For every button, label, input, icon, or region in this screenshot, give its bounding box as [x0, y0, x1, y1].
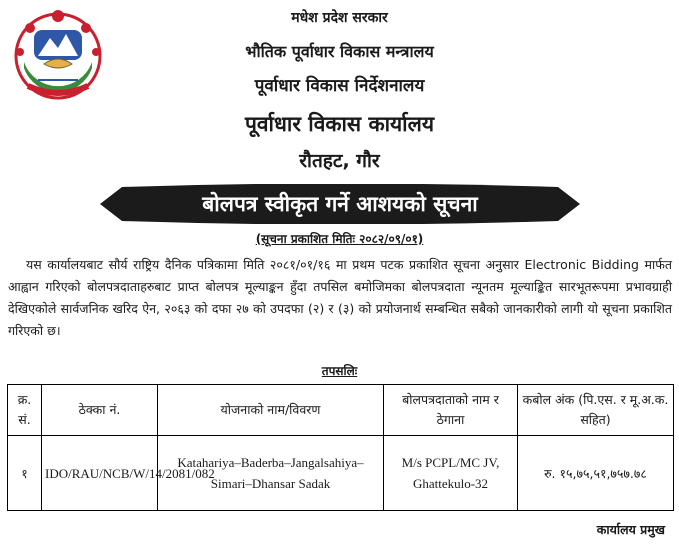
office-name: पूर्वाधार विकास कार्यालय — [244, 112, 435, 136]
table-row — [8, 436, 674, 511]
bidder-text: M/s PCPL/MC JV, Ghattekulo-32 — [401, 455, 500, 491]
govt-name: मधेश प्रदेश सरकार — [291, 10, 388, 26]
notice-body: यस कार्यालयबाट सौर्य राष्ट्रिय दैनिक पत्रिकामा मिति २०८१/०१/१६ मा प्रथम पटक प्रकाशित सूचना अनुसार Electronic Bidding मार्फत आह्वान गरिएको बोलपत्रदाताहरुबाट प्राप्त बोलपत्र मूल्याङ्कन हुँदा तपसिल बमोजिमका बोलपत्रदाता न्यूनतम मूल्याङ्कित सारभूतरूपमा प्रभावग्राही देखिएकोले सार्वजनिक खरिद ऐन, २०६३ को दफा २७ को उपदफा (२) र (३) को प्रयोजनार्थ सम्बन्धित सबैको जानकारीको लागी यो सूचना प्रकाशित गरिएको छ। — [8, 257, 672, 338]
table-caption: तपसलिः — [321, 364, 358, 378]
header-bidder: बोलपत्रदाताको नाम र ठेगाना — [384, 385, 518, 436]
cell-sn: १ — [8, 436, 42, 511]
project-text: Katahariya–Baderba–Jangalsahiya–Simari–Dhansar Sadak — [177, 455, 364, 491]
header-project: योजनाको नाम/विवरण — [158, 385, 384, 436]
notice-title: बोलपत्र स्वीकृत गर्ने आशयको सूचना — [202, 192, 478, 216]
directorate-name: पूर्वाधार विकास निर्देशनालय — [254, 76, 425, 96]
bid-table — [7, 384, 674, 511]
notice-banner — [100, 184, 580, 224]
publish-date: (सूचना प्रकाशित मितिः २०८२/०९/०१) — [255, 232, 424, 246]
header-amount: कबोल अंक (पि.एस. र मू.अ.क. सहित) — [518, 385, 674, 436]
cell-contract-no — [42, 436, 215, 511]
office-location: रौतहट, गौर — [299, 150, 380, 172]
contract-no-text: IDO/RAU/NCB/W/14/2081/082 — [45, 465, 215, 481]
header-sn: क्र. सं. — [8, 385, 42, 436]
signature-label: कार्यालय प्रमुख — [596, 522, 665, 537]
table-header-row — [8, 385, 674, 436]
cell-amount: रु. १५,७५,५१,७५७.७८ — [518, 436, 674, 511]
header-contract-no: ठेक्का नं. — [42, 385, 158, 436]
cell-bidder — [384, 436, 518, 511]
ministry-name: भौतिक पूर्वाधार विकास मन्त्रालय — [245, 42, 434, 61]
